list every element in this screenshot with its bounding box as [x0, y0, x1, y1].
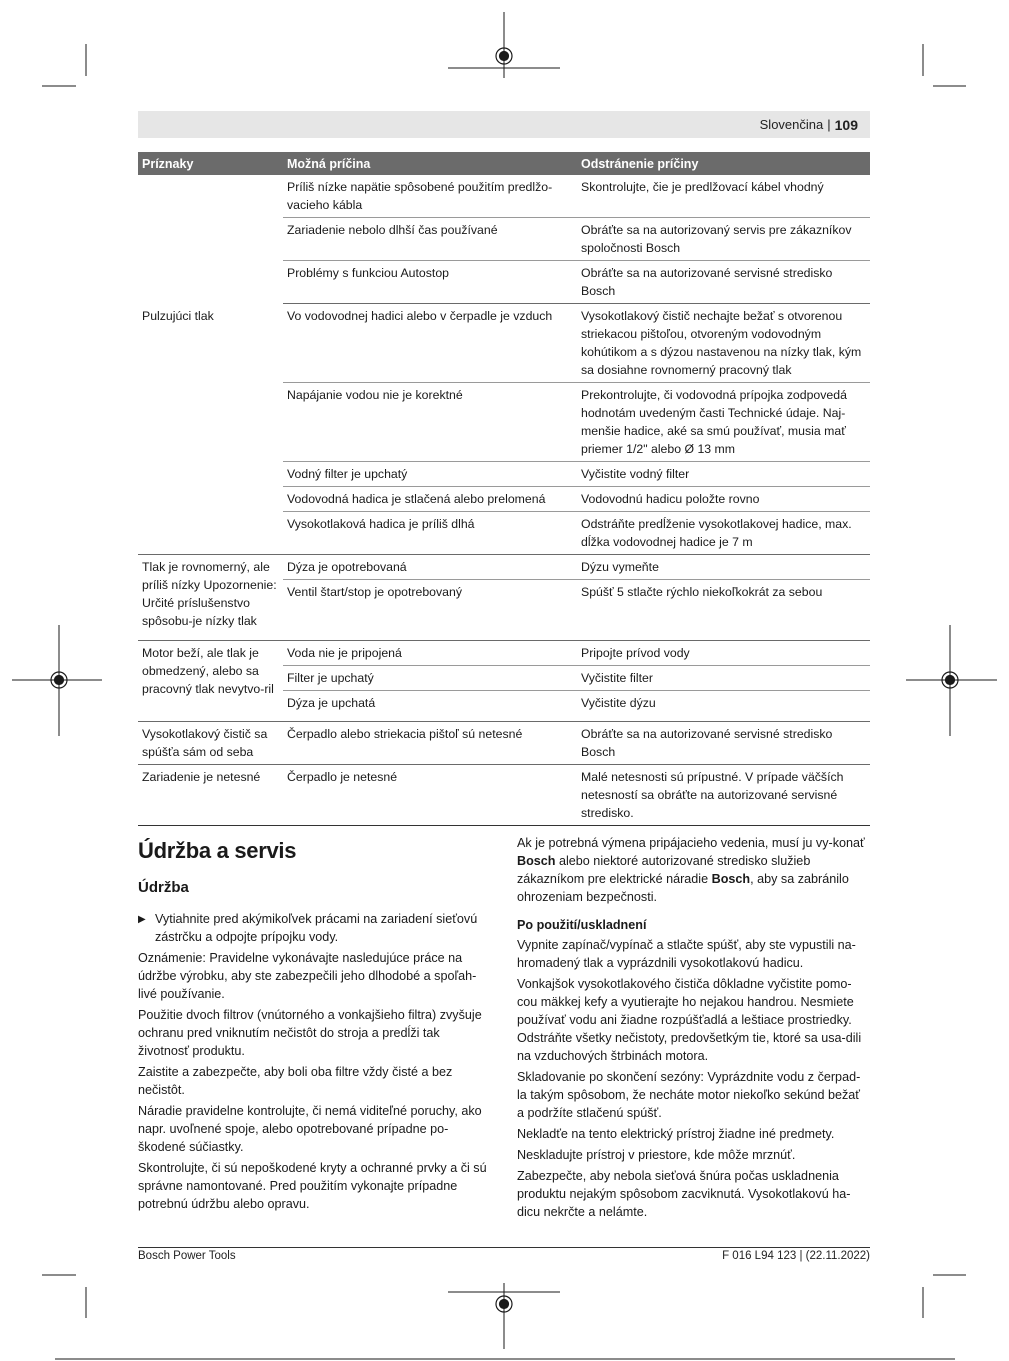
- cause-cell: Voda nie je pripojená: [283, 641, 577, 666]
- table-row: [138, 641, 870, 666]
- paragraph: Skladovanie po skončení sezóny: Vyprázdnite vodu z čerpad-la takým spôsobom, že necháte motor niekoľko sekúnd bežať a podržíte stlačenú spúšť.: [517, 1070, 861, 1120]
- text-run: Ak je potrebná výmena pripájacieho vedenia, musí ju vy-konať: [517, 836, 865, 850]
- cause-cell: Dýza je opotrebovaná: [283, 555, 577, 580]
- troubleshooting-table: [138, 152, 870, 826]
- brand-name: Bosch: [711, 872, 751, 886]
- table-header-row: [138, 152, 870, 175]
- remedy-cell: Vodovodnú hadicu položte rovno: [577, 487, 870, 512]
- cause-cell: Napájanie vodou nie je korektné: [283, 383, 577, 462]
- cause-cell: Problémy s funkciou Autostop: [283, 261, 577, 304]
- paragraph: Neskladujte prístroj v priestore, kde môže mrznúť.: [517, 1148, 796, 1162]
- footer-doc-id: F 016 L94 123 | (22.11.2022): [722, 1250, 870, 1262]
- bullet-text: Vytiahnite pred akýmikoľvek prácami na zariadení sieťovú zástrčku a odpojte prípojku vody.: [155, 912, 478, 944]
- remedy-cell: Dýzu vymeňte: [577, 555, 870, 580]
- text-run: alebo niektoré autorizované stredisko služieb zákazníkom pre elektrické náradie: [517, 854, 811, 886]
- cause-cell: Vodovodná hadica je stlačená alebo prelomená: [283, 487, 577, 512]
- table-row: [138, 304, 870, 383]
- remedy-cell: Obráťte sa na autorizované servisné stredisko Bosch: [577, 722, 870, 765]
- right-column: [517, 834, 869, 1224]
- cause-cell: Zariadenie nebolo dlhší čas používané: [283, 218, 577, 261]
- table-row: [138, 555, 870, 580]
- table-row: [138, 765, 870, 826]
- paragraph: Náradie pravidelne kontrolujte, či nemá viditeľné poruchy, ako napr. uvoľnené spoje, alebo opotrebované prípadne po-škodené súčiastky.: [138, 1104, 482, 1154]
- warning-bullet: [138, 910, 490, 946]
- symptom-cell: Tlak je rovnomerný, ale príliš nízky Upozornenie: Určité príslušenstvo spôsobu-je nízky tlak: [138, 555, 283, 641]
- text-run: , aby sa zabránilo ohrozeniam bezpečnosti.: [517, 872, 849, 904]
- cause-cell: Vo vodovodnej hadici alebo v čerpadle je vzduch: [283, 304, 577, 383]
- page-number: 109: [834, 116, 858, 133]
- header-language: Slovenčina: [759, 117, 824, 132]
- symptom-cell: Motor beží, ale tlak je obmedzený, alebo sa pracovný tlak nevytvo-ril: [138, 641, 283, 722]
- remedy-cell: Obráťte sa na autorizovaný servis pre zákazníkov spoločnosti Bosch: [577, 218, 870, 261]
- remedy-cell: Vyčistite vodný filter: [577, 462, 870, 487]
- paragraph: Vypnite zapínač/vypínač a stlačte spúšť, aby ste vypustili na-hromadený tlak a vyprázdnili vysokotlakovú hadicu.: [517, 938, 856, 970]
- cause-cell: Dýza je upchatá: [283, 691, 577, 722]
- storage-heading: Po použití/uskladnení: [517, 918, 647, 932]
- symptom-cell: Vysokotlakový čistič sa spúšťa sám od seba: [138, 722, 283, 765]
- remedy-cell: Vyčistite dýzu: [577, 691, 870, 722]
- header-cause: Možná príčina: [283, 152, 577, 175]
- left-column: [138, 832, 490, 1216]
- header-symptoms: Príznaky: [138, 152, 283, 175]
- symptom-cell: [138, 175, 283, 304]
- cause-cell: Čerpadlo je netesné: [283, 765, 577, 826]
- service-paragraph: [517, 834, 869, 906]
- remedy-cell: Spúšť 5 stlačte rýchlo niekoľkokrát za sebou: [577, 580, 870, 641]
- paragraph: Skontrolujte, či sú nepoškodené kryty a ochranné prvky a či sú správne namontované. Pred použitím vykonajte prípadne potrebnú údržbu alebo opravu.: [138, 1161, 487, 1211]
- remedy-cell: Skontrolujte, čie je predlžovací kábel vhodný: [577, 175, 870, 218]
- remedy-cell: Obráťte sa na autorizované servisné stredisko Bosch: [577, 261, 870, 304]
- paragraph: Nekladťe na tento elektrický prístroj žiadne iné predmety.: [517, 1127, 835, 1141]
- table-row: [138, 175, 870, 218]
- table-row: [138, 722, 870, 765]
- cause-cell: Ventil štart/stop je opotrebovaný: [283, 580, 577, 641]
- remedy-cell: Prekontrolujte, či vodovodná prípojka zodpovedá hodnotám uvedeným časti Technické údaje. Naj-menšie hadice, aké sa smú používať, musia mať priemer 1/2" alebo Ø 13 mm: [577, 383, 870, 462]
- paragraph: Oznámenie: Pravidelne vykonávajte nasledujúce práce na údržbe výrobku, aby ste zabezpečili jeho dlhodobé a spoľah-livé používanie.: [138, 951, 477, 1001]
- paragraph: Zaistite a zabezpečte, aby boli oba filtre vždy čisté a bez nečistôt.: [138, 1065, 453, 1097]
- remedy-cell: Odstráňte predĺženie vysokotlakovej hadice, max. dĺžka vodovodnej hadice je 7 m: [577, 512, 870, 555]
- paragraph: Vonkajšok vysokotlakového čističa dôkladne vyčistite pomo-cou mäkkej kefy a vyutierajte ho nejakou handrou. Nesmiete používať vodu ani žiadne rozpúšťadlá a leštiace prostriedky. Odstráňte všetky nečistoty, predovšetkým tie, ktoré sa usa-dili na vzduchových štrbinách motora.: [517, 977, 862, 1063]
- footer-brand: Bosch Power Tools: [138, 1250, 236, 1262]
- remedy-cell: Vysokotlakový čistič nechajte bežať s otvorenou striekacou pištoľou, otvoreným vodovodným kohútikom a s dýzou nastavenou na nízky tlak, kým sa dosiahne rovnomerný pracovný tlak: [577, 304, 870, 383]
- brand-name: Bosch: [517, 854, 556, 868]
- bullet-arrow-icon: ▶: [138, 914, 146, 925]
- page-header: [138, 111, 870, 138]
- section-subtitle: Údržba: [138, 879, 189, 896]
- symptom-cell: Pulzujúci tlak: [138, 304, 283, 555]
- cause-cell: Príliš nízke napätie spôsobené použitím predlžo-vacieho kábla: [283, 175, 577, 218]
- paragraph: Použitie dvoch filtrov (vnútorného a vonkajšieho filtra) zvyšuje ochranu pred vniknutím nečistôt do stroja a predĺži tak životnosť produktu.: [138, 1008, 482, 1058]
- cause-cell: Čerpadlo alebo striekacia pištoľ sú netesné: [283, 722, 577, 765]
- remedy-cell: Pripojte prívod vody: [577, 641, 870, 666]
- cause-cell: Vodný filter je upchatý: [283, 462, 577, 487]
- remedy-cell: Malé netesnosti sú prípustné. V prípade väčších netesností sa obráťte na autorizované servisné stredisko.: [577, 765, 870, 826]
- cause-cell: Filter je upchatý: [283, 666, 577, 691]
- section-title: Údržba a servis: [138, 838, 297, 863]
- remedy-cell: Vyčistite filter: [577, 666, 870, 691]
- paragraph: Zabezpečte, aby nebola sieťová šnúra počas uskladnenia produktu nejakým spôsobom zacviknutá. Vysokotlakovú ha-dicu nekrčte a nelámte.: [517, 1169, 851, 1219]
- header-separator: |: [827, 117, 831, 132]
- symptom-cell: Zariadenie je netesné: [138, 765, 283, 826]
- header-remedy: Odstránenie príčiny: [577, 152, 870, 175]
- cause-cell: Vysokotlaková hadica je príliš dlhá: [283, 512, 577, 555]
- page-footer: [138, 1247, 870, 1262]
